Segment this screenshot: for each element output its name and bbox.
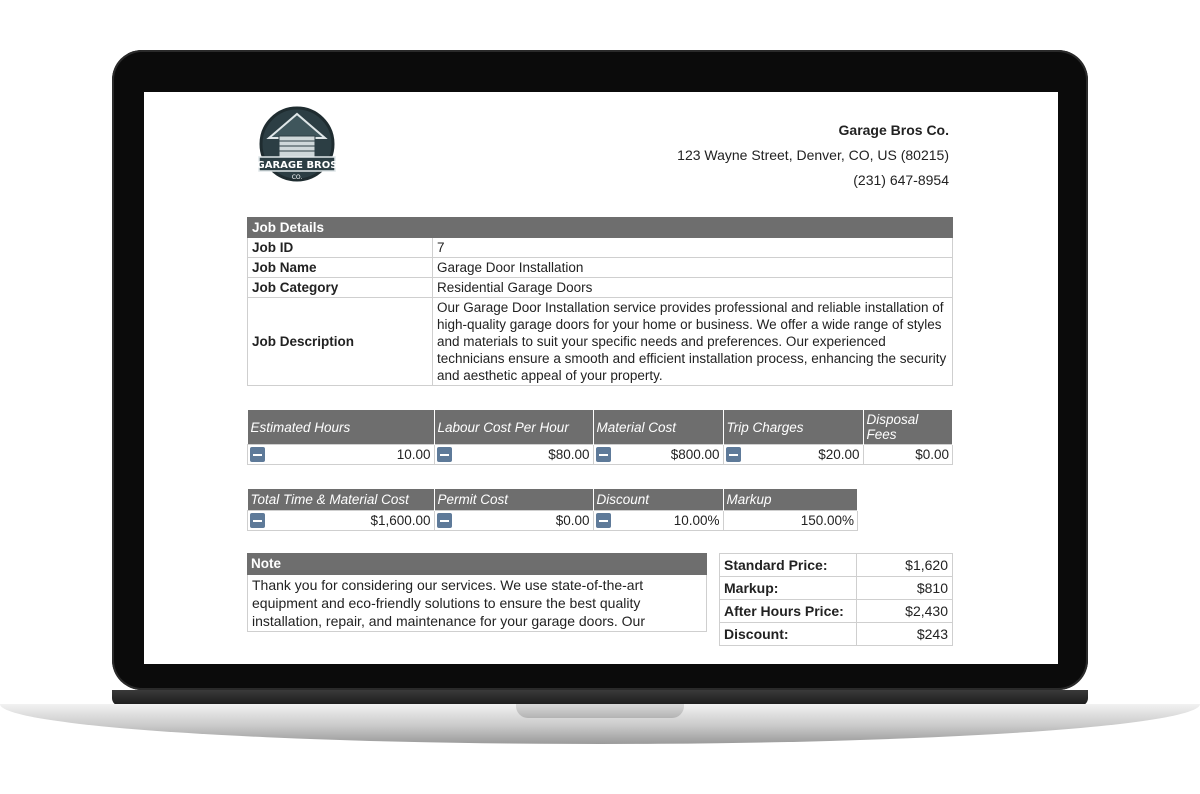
company-address: 123 Wayne Street, Denver, CO, US (80215)	[677, 147, 949, 163]
discount-label: Discount:	[720, 623, 857, 646]
job-details-header: Job Details	[248, 218, 953, 238]
after-hours-price-value: $2,430	[857, 600, 953, 623]
after-hours-price-label: After Hours Price:	[720, 600, 857, 623]
discount-header: Discount	[593, 489, 723, 511]
cost-table-2	[247, 489, 858, 531]
table-row	[248, 258, 953, 278]
table-row	[248, 238, 953, 258]
markup-cell	[723, 511, 858, 531]
material-cost-value[interactable]: $800.00	[670, 447, 720, 462]
decrement-material-cost-button[interactable]	[596, 447, 611, 462]
markup-amount-value: $810	[857, 577, 953, 600]
cost-table-1	[247, 410, 953, 465]
note-header: Note	[247, 553, 707, 575]
standard-price-value: $1,620	[857, 554, 953, 577]
company-phone: (231) 647-8954	[853, 172, 949, 188]
permit-cost-cell	[434, 511, 593, 531]
markup-label: Markup:	[720, 577, 857, 600]
trip-charges-header: Trip Charges	[723, 410, 863, 445]
permit-cost-header: Permit Cost	[434, 489, 593, 511]
decrement-total-cost-button[interactable]	[250, 513, 265, 528]
job-category-label: Job Category	[248, 278, 433, 298]
disposal-fees-value[interactable]: $0.00	[915, 447, 949, 462]
table-row	[248, 298, 953, 386]
discount-cell	[593, 511, 723, 531]
disposal-fees-cell	[863, 445, 953, 465]
job-name-value: Garage Door Installation	[433, 258, 953, 278]
logo-text: GARAGE BROS	[256, 160, 338, 171]
decrement-permit-cost-button[interactable]	[437, 513, 452, 528]
material-cost-header: Material Cost	[593, 410, 723, 445]
estimated-hours-header: Estimated Hours	[248, 410, 435, 445]
decrement-discount-button[interactable]	[596, 513, 611, 528]
discount-amount-value: $243	[857, 623, 953, 646]
material-cost-cell	[593, 445, 723, 465]
invoice-document	[247, 92, 953, 643]
document-header	[247, 92, 953, 217]
decrement-labour-cost-button[interactable]	[437, 447, 452, 462]
job-id-value: 7	[433, 238, 953, 258]
trip-charges-cell	[723, 445, 863, 465]
job-name-label: Job Name	[248, 258, 433, 278]
labour-cost-header: Labour Cost Per Hour	[434, 410, 593, 445]
note-box	[247, 553, 707, 632]
table-row	[720, 554, 953, 577]
screen	[144, 92, 1058, 664]
disposal-fees-header: Disposal Fees	[863, 410, 953, 445]
job-description-label: Job Description	[248, 298, 433, 386]
job-details-table	[247, 217, 953, 386]
pricing-summary-table	[719, 553, 953, 646]
trip-charges-value[interactable]: $20.00	[818, 447, 860, 462]
table-row	[720, 623, 953, 646]
estimated-hours-cell	[248, 445, 435, 465]
total-cost-value[interactable]: $1,600.00	[370, 513, 431, 528]
discount-value[interactable]: 10.00%	[673, 513, 720, 528]
table-row	[720, 600, 953, 623]
job-category-value: Residential Garage Doors	[433, 278, 953, 298]
table-row	[720, 577, 953, 600]
company-info	[677, 118, 949, 193]
logo-subtext: CO.	[291, 174, 303, 181]
laptop-notch	[516, 704, 684, 718]
note-text: Thank you for considering our services. We use state-of-the-art equipment and eco-friendly solutions to ensure the best quality installation, repair, and maintenance for your garage doors. Our	[247, 575, 707, 632]
bottom-section	[247, 553, 953, 643]
markup-header: Markup	[723, 489, 858, 511]
job-id-label: Job ID	[248, 238, 433, 258]
decrement-estimated-hours-button[interactable]	[250, 447, 265, 462]
job-description-value: Our Garage Door Installation service provides professional and reliable installation of high-quality garage doors for your home or business. We offer a wide range of styles and materials to suit your specific needs and preferences. Our experienced technicians ensure a smooth and efficient installation process, enhancing the security and aesthetic appeal of your property.	[433, 298, 953, 386]
total-cost-cell	[248, 511, 435, 531]
permit-cost-value[interactable]: $0.00	[555, 513, 590, 528]
total-cost-header: Total Time & Material Cost	[248, 489, 435, 511]
labour-cost-value[interactable]: $80.00	[548, 447, 590, 462]
decrement-trip-charges-button[interactable]	[726, 447, 741, 462]
standard-price-label: Standard Price:	[720, 554, 857, 577]
table-row	[248, 278, 953, 298]
company-logo-icon	[255, 100, 339, 186]
estimated-hours-value[interactable]: 10.00	[396, 447, 431, 462]
company-name: Garage Bros Co.	[838, 122, 949, 138]
labour-cost-cell	[434, 445, 593, 465]
markup-value[interactable]: 150.00%	[800, 513, 854, 528]
